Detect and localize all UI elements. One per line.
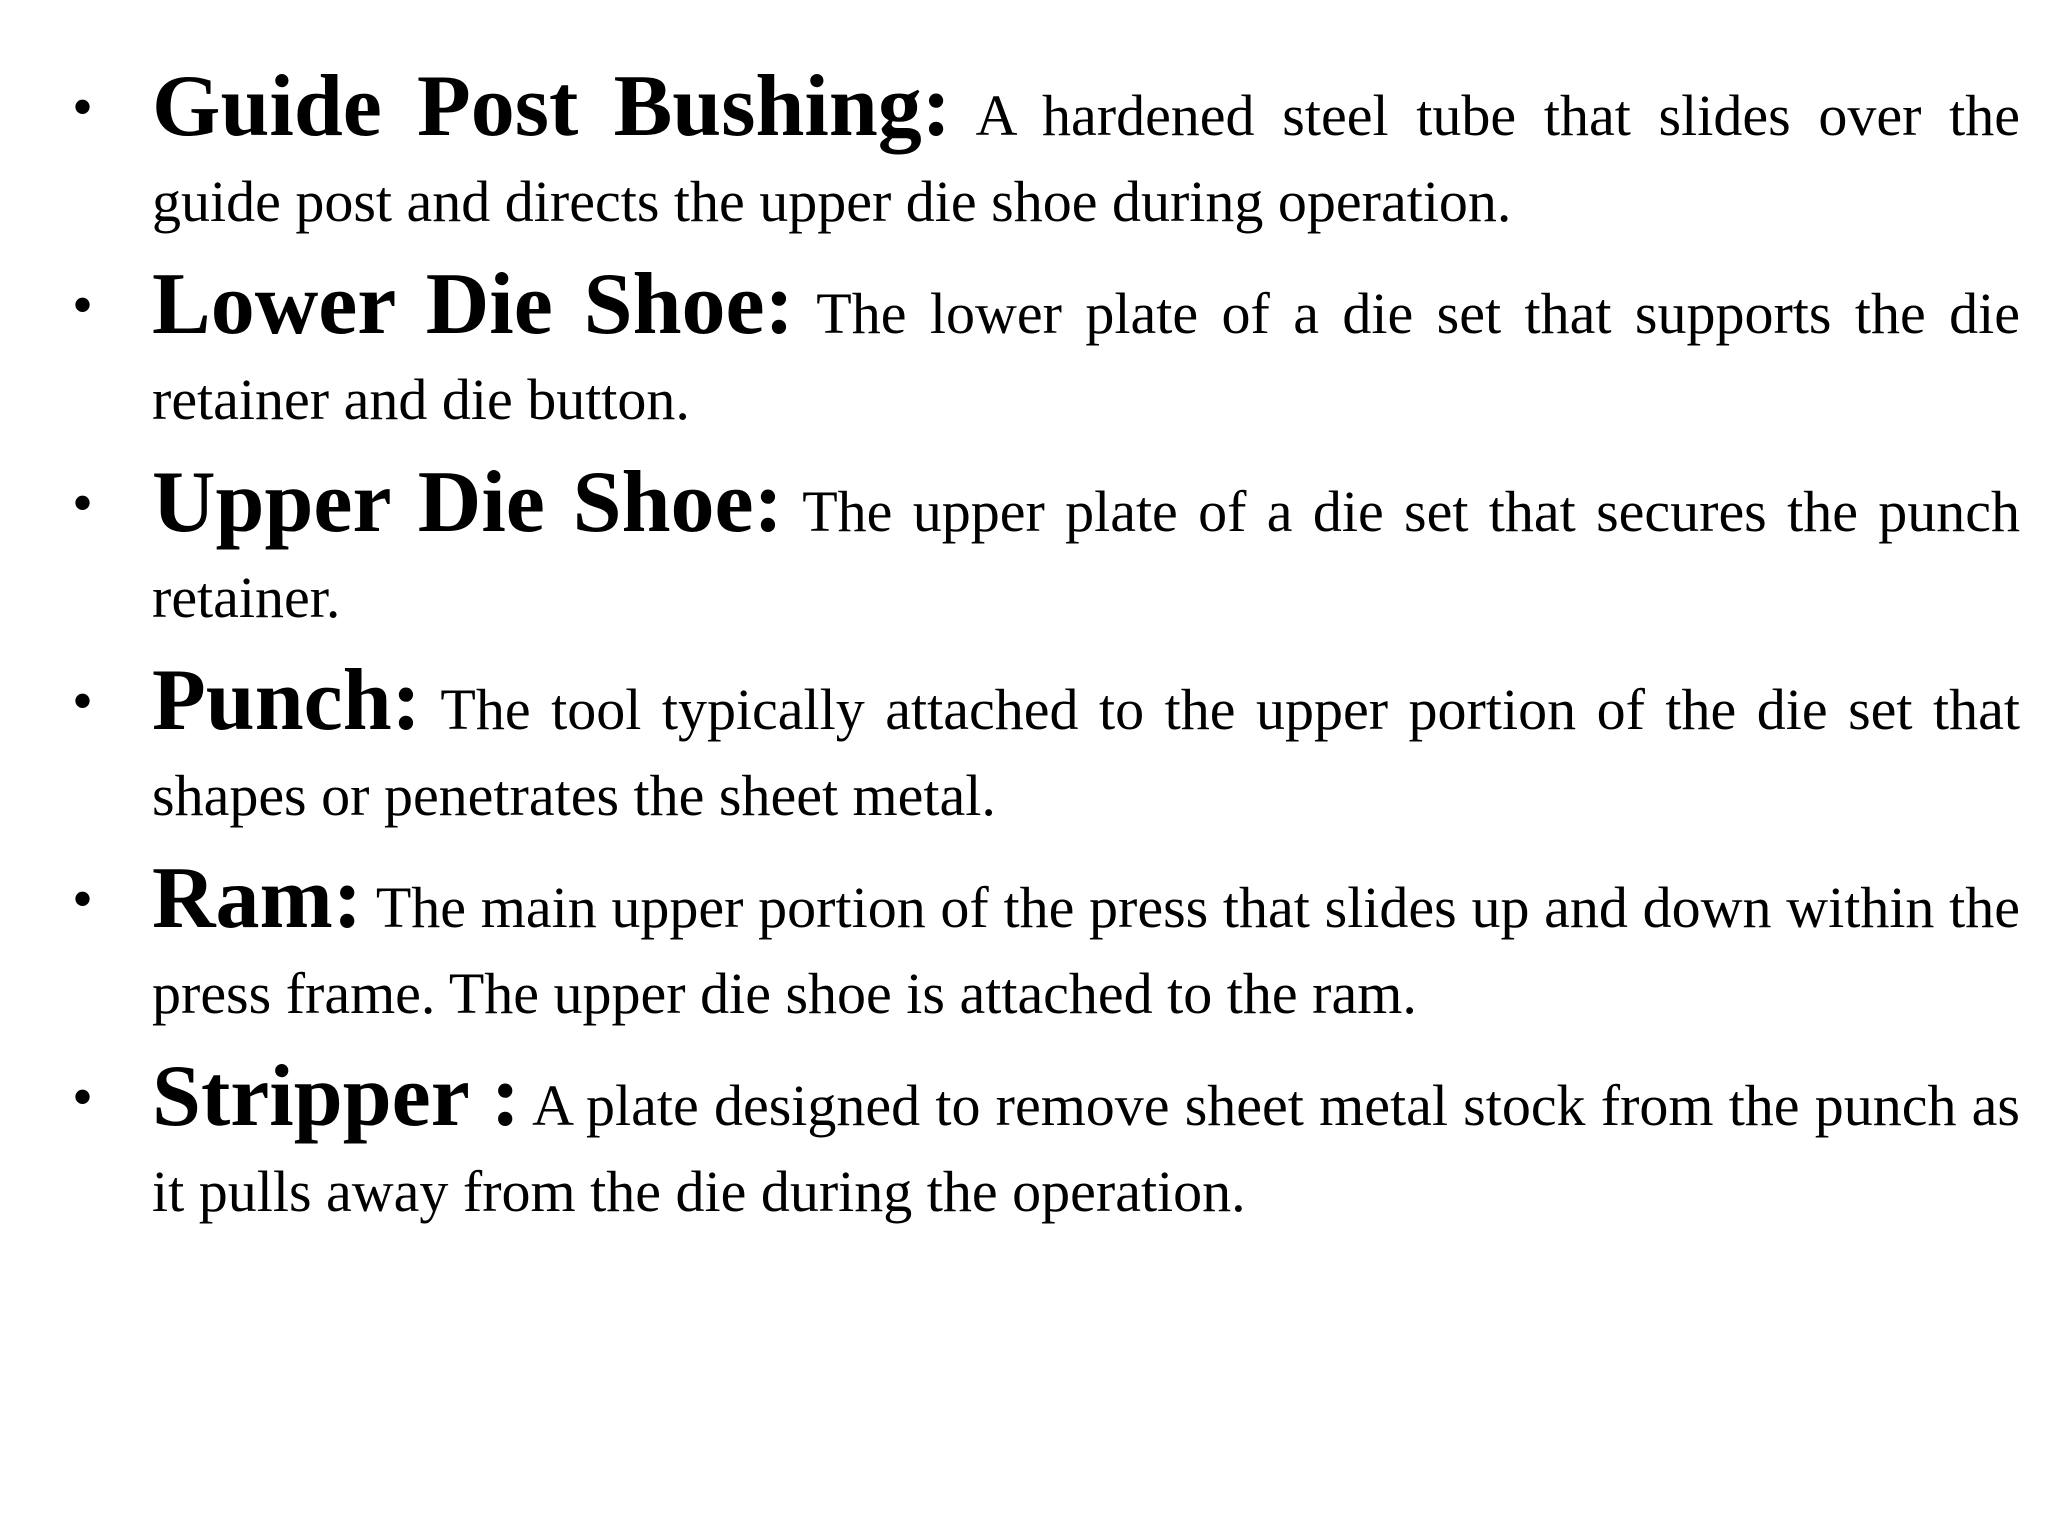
term-label: Lower Die Shoe: (152, 256, 794, 353)
definition-text: A plate designed to remove sheet metal stock from the punch as it pulls away from the die during the operation. (152, 1073, 2020, 1224)
definition-text: The tool typically attached to the upper portion of the die set that shapes or penetrates the sheet metal. (152, 677, 2021, 828)
bullet-icon: • (72, 1064, 94, 1130)
definition-item-ram (72, 850, 2021, 1037)
term-label: Punch: (152, 652, 421, 749)
definition-text: The main upper portion of the press that slides up and down within the press frame. The upper die shoe is attached to the ram. (152, 875, 2021, 1026)
bullet-icon: • (72, 470, 94, 536)
definition-item-guide-post-bushing (72, 58, 2020, 245)
definition-item-lower-die-shoe (72, 256, 2021, 443)
definition-list (72, 58, 2021, 1252)
definition-item-upper-die-shoe (72, 454, 2021, 641)
definition-item-stripper (72, 1048, 2020, 1235)
term-label: Stripper : (152, 1048, 521, 1145)
term-label: Ram: (152, 850, 363, 947)
term-label: Guide Post Bushing: (152, 58, 952, 155)
definition-text: A hardened steel tube that slides over the guide post and directs the upper die shoe during operation. (152, 83, 2020, 234)
definition-text: The upper plate of a die set that secures the punch retainer. (152, 479, 2021, 630)
term-label: Upper Die Shoe: (152, 454, 783, 551)
bullet-icon: • (72, 866, 94, 932)
bullet-icon: • (72, 668, 94, 734)
definition-text: The lower plate of a die set that supports the die retainer and die button. (152, 281, 2021, 432)
bullet-icon: • (72, 272, 94, 338)
bullet-icon: • (72, 74, 94, 140)
definition-item-punch (72, 652, 2021, 839)
